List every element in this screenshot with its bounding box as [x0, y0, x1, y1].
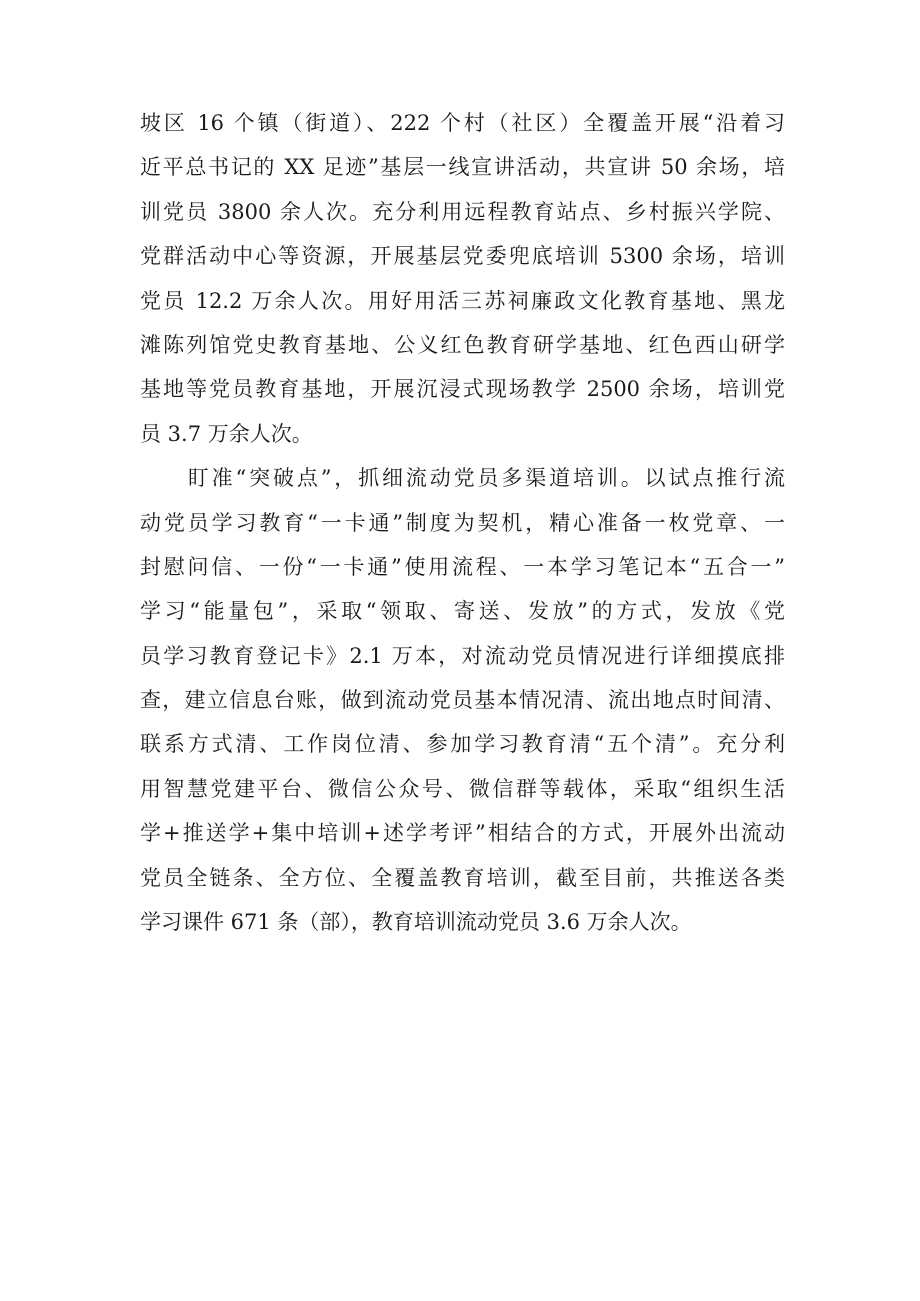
- paragraph-line: 学习“能量包”，采取“领取、寄送、发放”的方式，发放《党: [140, 599, 785, 624]
- paragraph-line: 训党员 3800 余人次。充分利用远程教育站点、乡村振兴学院、: [140, 199, 785, 224]
- paragraph-line: 用智慧党建平台、微信公众号、微信群等载体，采取“组织生活: [140, 776, 785, 801]
- paragraph-line: 联系方式清、工作岗位清、参加学习教育清“五个清”。充分利: [140, 732, 785, 757]
- paragraph-line: 封慰问信、一份“一卡通”使用流程、一本学习笔记本“五合一”: [140, 554, 785, 579]
- paragraph-line: 近平总书记的 XX 足迹”基层一线宣讲活动，共宣讲 50 余场，培: [140, 155, 785, 180]
- paragraph-line: 坡区 16 个镇（街道）、222 个村（社区）全覆盖开展“沿着习: [140, 111, 785, 135]
- paragraph-line: 党群活动中心等资源，开展基层党委兜底培训 5300 余场，培训: [140, 244, 785, 269]
- paragraph-line: 员 3.7 万余人次。: [140, 421, 313, 446]
- paragraph-line: 员学习教育登记卡》2.1 万本，对流动党员情况进行详细摸底排: [140, 643, 785, 668]
- paragraph-line: 盯准“突破点”，抓细流动党员多渠道培训。以试点推行流: [140, 466, 785, 491]
- paragraph-line: 滩陈列馆党史教育基地、公义红色教育研学基地、红色西山研学: [140, 332, 785, 357]
- document-body: [140, 101, 785, 944]
- paragraph-line: 学习课件 671 条（部），教育培训流动党员 3.6 万余人次。: [140, 910, 692, 935]
- paragraph-line: 党员全链条、全方位、全覆盖教育培训，截至目前，共推送各类: [140, 865, 785, 890]
- paragraph-line: 学+推送学+集中培训+述学考评”相结合的方式，开展外出流动: [140, 821, 785, 846]
- paragraph-line: 基地等党员教育基地，开展沉浸式现场教学 2500 余场，培训党: [140, 377, 785, 402]
- paragraph-line: 动党员学习教育“一卡通”制度为契机，精心准备一枚党章、一: [140, 510, 785, 535]
- paragraph-2: [140, 456, 785, 944]
- paragraph-line: 党员 12.2 万余人次。用好用活三苏祠廉政文化教育基地、黑龙: [140, 288, 785, 313]
- paragraph-line: 查，建立信息台账，做到流动党员基本情况清、流出地点时间清、: [140, 688, 785, 713]
- paragraph-1: [140, 101, 785, 456]
